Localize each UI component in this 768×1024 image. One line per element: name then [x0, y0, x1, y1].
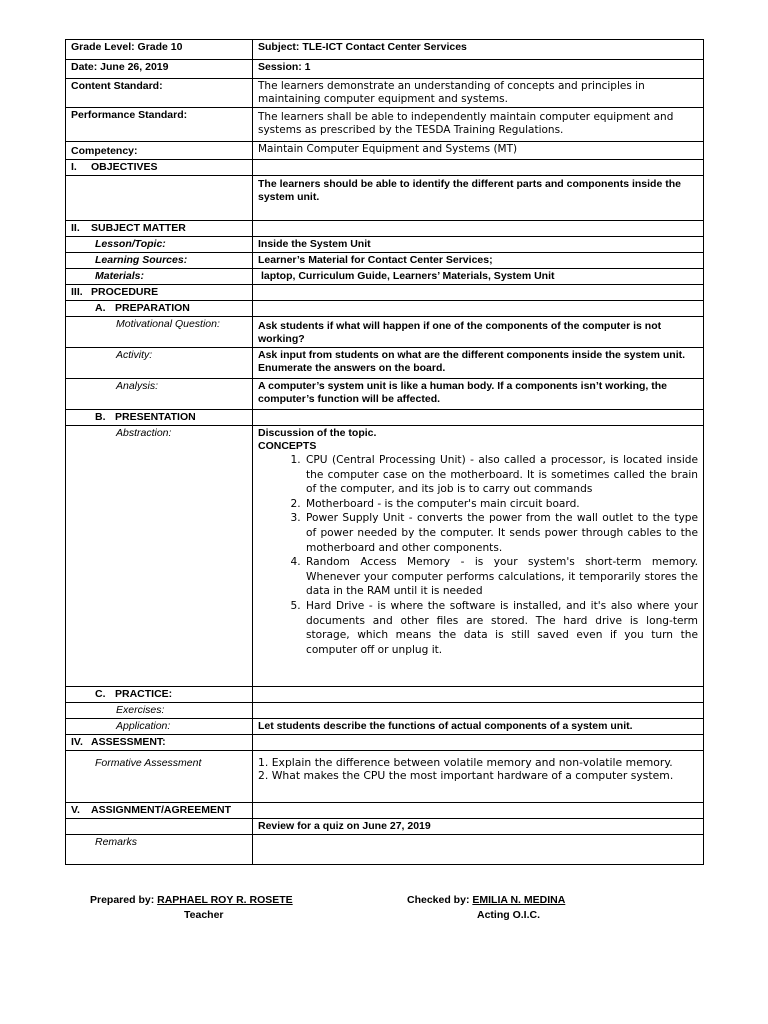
- formative-label: Formative Assessment: [66, 751, 253, 803]
- session: Session: 1: [253, 60, 704, 79]
- prepared-name: RAPHAEL ROY R. ROSETE: [157, 894, 293, 906]
- section-title: PROCEDURE: [91, 286, 159, 298]
- section-number: V.: [71, 804, 80, 816]
- section-title: PRESENTATION: [115, 411, 196, 423]
- list-item: 2. Motherboard - is the computer's main circuit board.: [304, 497, 698, 512]
- analysis-label: Analysis:: [66, 379, 253, 410]
- table-row: [66, 687, 704, 703]
- content-standard-label: Content Standard:: [66, 79, 253, 108]
- question-2: 2. What makes the CPU the most important hardware of a computer system.: [258, 768, 674, 782]
- motivational-value: Ask students if what will happen if one of the components of the computer is not working?: [253, 317, 704, 348]
- prepared-by: [90, 894, 293, 906]
- section-letter: B.: [95, 411, 106, 423]
- table-row: [66, 253, 704, 269]
- concepts-title: CONCEPTS: [258, 440, 317, 452]
- section-title: ASSESSMENT:: [91, 736, 166, 748]
- table-row: [66, 703, 704, 719]
- assessment-header: [66, 735, 253, 751]
- section-header: [66, 735, 704, 751]
- abstraction-label: Abstraction:: [66, 426, 253, 687]
- grade-level: Grade Level: Grade 10: [66, 40, 253, 60]
- lesson-value: Inside the System Unit: [253, 237, 704, 253]
- prepared-role: Teacher: [184, 909, 224, 921]
- section-number: IV.: [71, 736, 83, 748]
- list-item: 4. Random Access Memory - is your system's short-term memory. Whenever your computer performs calculations, it temporarily stores the data in the RAM until it is needed: [304, 555, 698, 599]
- table-row: [66, 60, 704, 79]
- table-row: [66, 379, 704, 410]
- table-row: [66, 819, 704, 835]
- table-row: [66, 348, 704, 379]
- date: Date: June 26, 2019: [66, 60, 253, 79]
- lesson-label: Lesson/Topic:: [66, 237, 253, 253]
- table-row: [66, 301, 704, 317]
- assignment-header: [66, 803, 253, 819]
- question-1: 1. Explain the difference between volatile memory and non-volatile memory.: [258, 756, 673, 769]
- practice-header: [66, 687, 253, 703]
- table-row: [66, 719, 704, 735]
- activity-value: Ask input from students on what are the different components inside the system unit. Enumerate the answers on the board.: [253, 348, 704, 379]
- prepared-label: Prepared by:: [90, 894, 155, 906]
- subject-matter-header: [66, 221, 253, 237]
- list-item: 1. CPU (Central Processing Unit) - also called a processor, is located inside the computer case on the motherboard. It is sometimes called the brain of the computer, and its job is to carry out commands: [304, 453, 698, 497]
- analysis-value: A computer’s system unit is like a human body. If a components isn’t working, the computer’s function will be affected.: [253, 379, 704, 410]
- table-row: [66, 237, 704, 253]
- table-row: [66, 40, 704, 60]
- sources-value: Learner’s Material for Contact Center Services;: [253, 253, 704, 269]
- exercises-label: Exercises:: [66, 703, 253, 719]
- table-row: [66, 79, 704, 108]
- subject: Subject: TLE-ICT Contact Center Services: [253, 40, 704, 60]
- section-title: PRACTICE:: [115, 688, 173, 700]
- competency-label: Competency:: [66, 142, 253, 160]
- section-header: [66, 160, 704, 176]
- performance-standard-label: Performance Standard:: [66, 108, 253, 142]
- section-header: [66, 221, 704, 237]
- content-standard-value: The learners demonstrate an understanding of concepts and principles in maintaining computer equipment and systems.: [253, 79, 704, 108]
- table-row: [66, 751, 704, 803]
- list-item: 5. Hard Drive - is where the software is installed, and it's also where your documents and other files are stored. The hard drive is long-term storage, which means the data is still saved even if you turn the computer off or unplug it.: [304, 599, 698, 657]
- abstraction-intro: Discussion of the topic.: [258, 427, 377, 439]
- objectives-header: [66, 160, 253, 176]
- section-number: I.: [71, 161, 77, 173]
- assignment-value: Review for a quiz on June 27, 2019: [253, 819, 704, 835]
- procedure-header: [66, 285, 253, 301]
- table-row: [66, 835, 704, 865]
- table-row: [66, 142, 704, 160]
- formative-questions: [253, 751, 704, 803]
- section-letter: A.: [95, 302, 106, 314]
- concepts-list: [258, 453, 698, 657]
- list-item: 3. Power Supply Unit - converts the power from the wall outlet to the type of power needed by the computer. It sends power through cables to the motherboard and other components.: [304, 511, 698, 555]
- section-title: ASSIGNMENT/AGREEMENT: [91, 804, 232, 816]
- section-title: PREPARATION: [115, 302, 190, 314]
- table-row: [66, 317, 704, 348]
- table-row: [66, 426, 704, 687]
- lesson-plan-table: [65, 39, 704, 865]
- section-number: III.: [71, 286, 83, 298]
- checked-role: Acting O.I.C.: [477, 909, 540, 921]
- table-row: [66, 108, 704, 142]
- preparation-header: [66, 301, 253, 317]
- table-row: [66, 269, 704, 285]
- section-number: II.: [71, 222, 80, 234]
- objectives-text: The learners should be able to identify the different parts and components inside the system unit.: [253, 176, 704, 221]
- remarks-label: Remarks: [66, 835, 253, 865]
- section-header: [66, 803, 704, 819]
- application-label: Application:: [66, 719, 253, 735]
- activity-label: Activity:: [66, 348, 253, 379]
- section-title: SUBJECT MATTER: [91, 222, 186, 234]
- abstraction-content: [253, 426, 704, 687]
- materials-label: Materials:: [66, 269, 253, 285]
- section-title: OBJECTIVES: [91, 161, 158, 173]
- presentation-header: [66, 410, 253, 426]
- checked-label: Checked by:: [407, 894, 470, 906]
- sources-label: Learning Sources:: [66, 253, 253, 269]
- motivational-label: Motivational Question:: [66, 317, 253, 348]
- materials-value: laptop, Curriculum Guide, Learners’ Materials, System Unit: [253, 269, 704, 285]
- table-row: [66, 410, 704, 426]
- checked-by: [407, 894, 565, 906]
- competency-value: Maintain Computer Equipment and Systems (MT): [253, 142, 704, 160]
- table-row: [66, 176, 704, 221]
- section-letter: C.: [95, 688, 106, 700]
- performance-standard-value: The learners shall be able to independently maintain computer equipment and systems as prescribed by the TESDA Training Regulations.: [253, 108, 704, 142]
- checked-name: EMILIA N. MEDINA: [472, 894, 566, 906]
- section-header: [66, 285, 704, 301]
- application-value: Let students describe the functions of actual components of a system unit.: [253, 719, 704, 735]
